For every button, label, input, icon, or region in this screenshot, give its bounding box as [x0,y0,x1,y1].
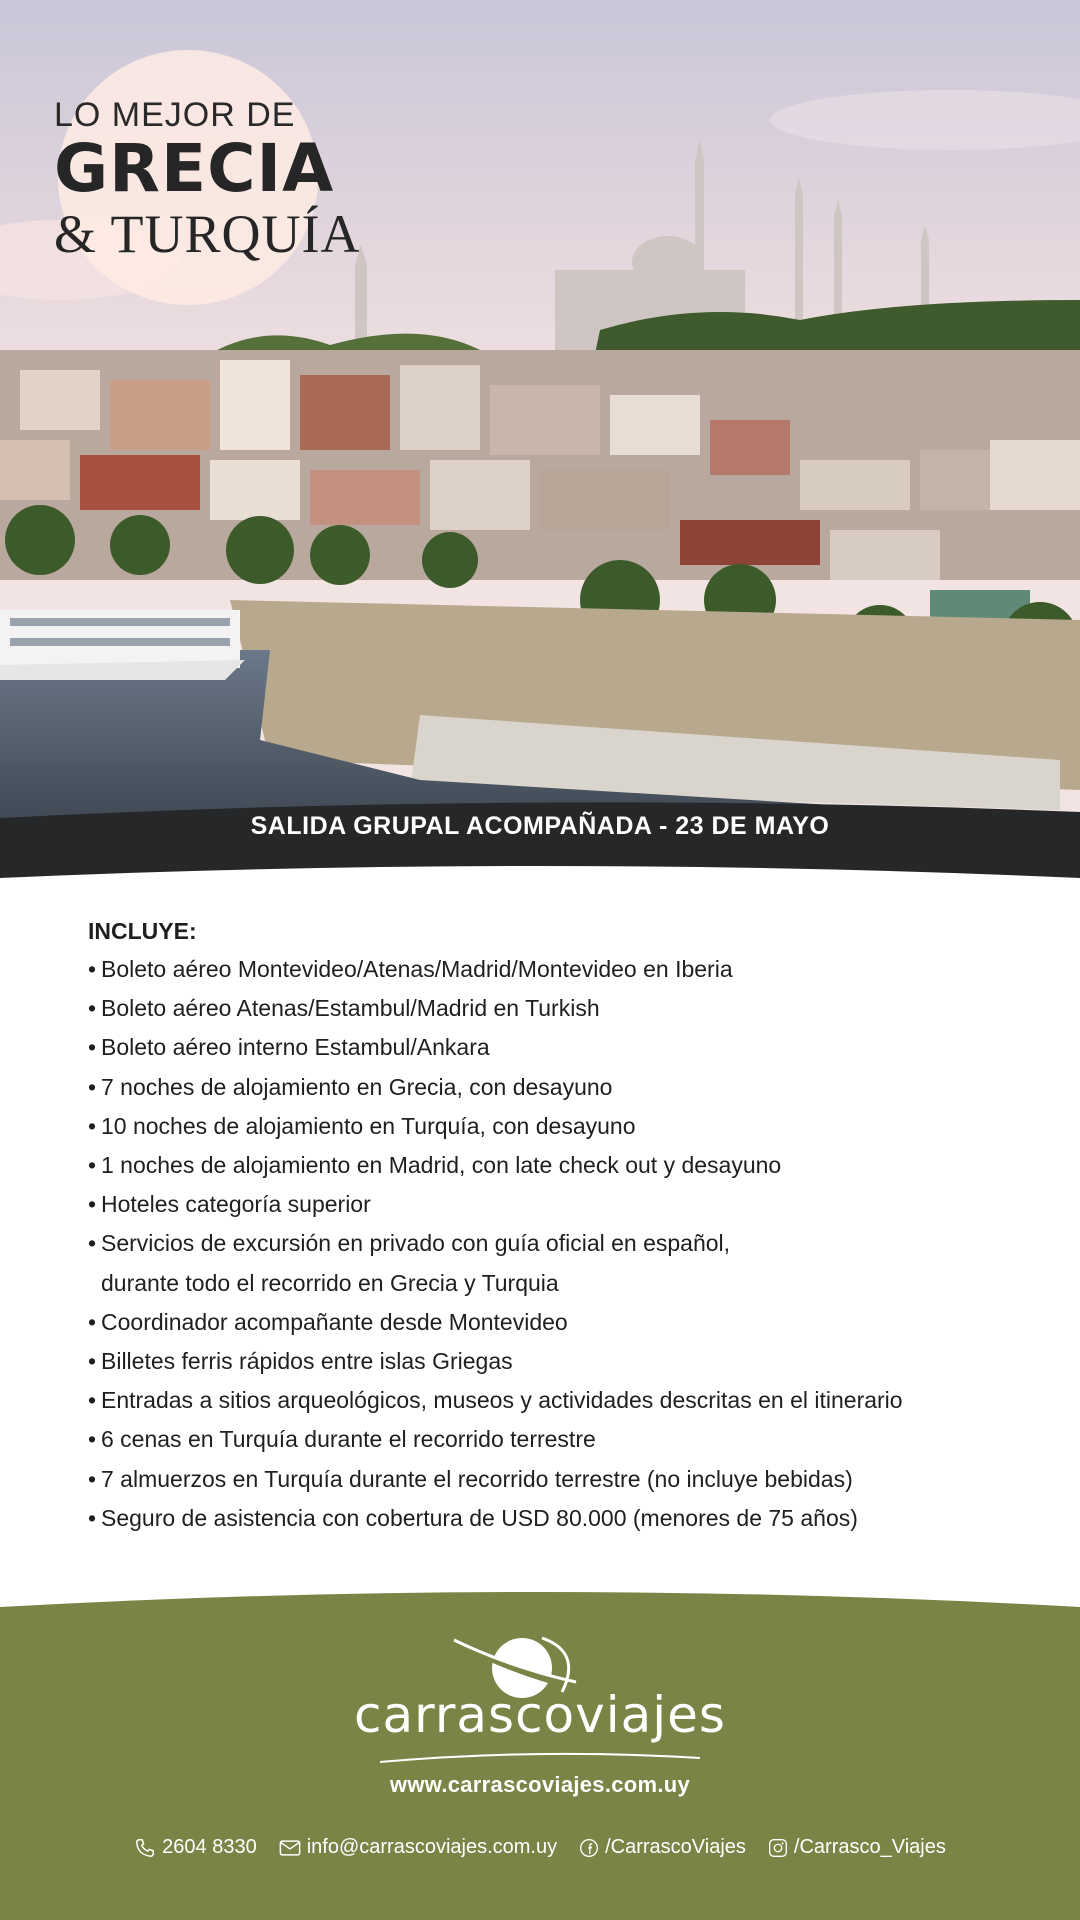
facebook-contact[interactable] [579,1836,746,1859]
departure-text: SALIDA GRUPAL ACOMPAÑADA - 23 DE MAYO [250,812,830,840]
facebook-handle: /CarrascoViajes [605,1836,746,1858]
list-item: • Boleto aéreo interno Estambul/Ankara [88,1028,1028,1067]
list-item: • 1 noches de alojamiento en Madrid, con late check out y desayuno [88,1146,1028,1185]
list-item: • Boleto aéreo Atenas/Estambul/Madrid en Turkish [88,989,1028,1028]
list-item: • Hoteles categoría superior [88,1185,1028,1224]
email-contact[interactable] [279,1836,557,1859]
phone-icon [134,1837,156,1859]
mail-icon [279,1839,301,1857]
brand-underline [378,1750,702,1764]
email-address: info@carrascoviajes.com.uy [306,1836,558,1858]
instagram-handle: /Carrasco_Viajes [793,1836,946,1858]
brand-name: carrascoviajes [354,1686,726,1744]
website-link[interactable]: www.carrascoviajes.com.uy [389,1772,691,1797]
title [54,96,374,264]
title-line-1: LO MEJOR DE [54,96,296,134]
phone-contact[interactable] [134,1836,257,1859]
phone-number: 2604 8330 [162,1836,257,1858]
facebook-icon [579,1838,599,1858]
list-item: • 7 noches de alojamiento en Grecia, con desayuno [88,1068,1028,1107]
list-item: • Billetes ferris rápidos entre islas Griegas [88,1342,1028,1381]
list-item: • Entradas a sitios arqueológicos, museos y actividades descritas en el itinerario [88,1381,1028,1420]
includes-heading: INCLUYE: [88,918,197,944]
list-item: • Coordinador acompañante desde Montevideo [88,1303,1028,1342]
contact-bar [0,1836,1080,1859]
title-line-2: GRECIA [54,130,335,207]
instagram-icon [768,1838,788,1858]
list-item: • Servicios de excursión en privado con guía oficial en español, durante todo el recorrido en Grecia y Turquia [88,1224,1028,1302]
departure-band [0,790,1080,900]
includes-list [88,950,1028,1538]
instagram-contact[interactable] [768,1836,946,1859]
title-line-3: & TURQUÍA [54,204,361,264]
includes-section [88,912,1028,1538]
list-item: • 10 noches de alojamiento en Turquía, con desayuno [88,1107,1028,1146]
list-item: • Seguro de asistencia con cobertura de USD 80.000 (menores de 75 años) [88,1499,1028,1538]
list-item: • 6 cenas en Turquía durante el recorrido terrestre [88,1420,1028,1459]
hero-photo [0,0,1080,830]
list-item: • 7 almuerzos en Turquía durante el recorrido terrestre (no incluye bebidas) [88,1460,1028,1499]
list-item: • Boleto aéreo Montevideo/Atenas/Madrid/Montevideo en Iberia [88,950,1028,989]
list-item-continuation: durante todo el recorrido en Grecia y Turquia [101,1269,559,1296]
